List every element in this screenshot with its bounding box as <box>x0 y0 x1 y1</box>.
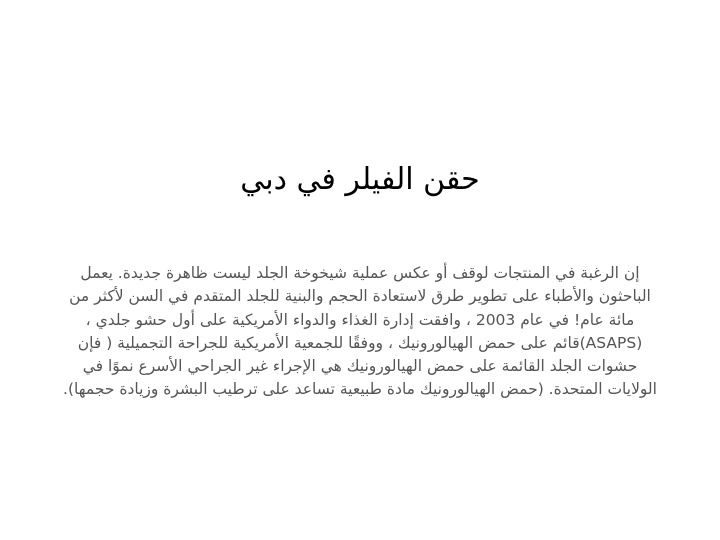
slide-body-text: إن الرغبة في المنتجات لوقف أو عكس عملية شيخوخة الجلد ليست ظاهرة جديدة. يعمل الباحثون والأطباء على تطوير طرق لاستعادة الحجم والبنية للجلد المتقدم في السن لأكثر من مائة عام! في عام 2003 ، وافقت إدارة الغذاء والدواء الأمريكية على أول حشو جلدي ، (ASAPS)قائم على حمض الهيالورونيك ، ووفقًا للجمعية الأمريكية للجراحة التجميلية ( فإن حشوات الجلد القائمة على حمض الهيالورونيك هي الإجراء غير الجراحي الأسرع نموًا في الولايات المتحدة. (حمض الهيالورونيك مادة طبيعية تساعد على ترطيب البشرة وزيادة حجمها). <box>63 264 657 399</box>
slide-title: حقن الفيلر في دبي <box>240 162 480 197</box>
